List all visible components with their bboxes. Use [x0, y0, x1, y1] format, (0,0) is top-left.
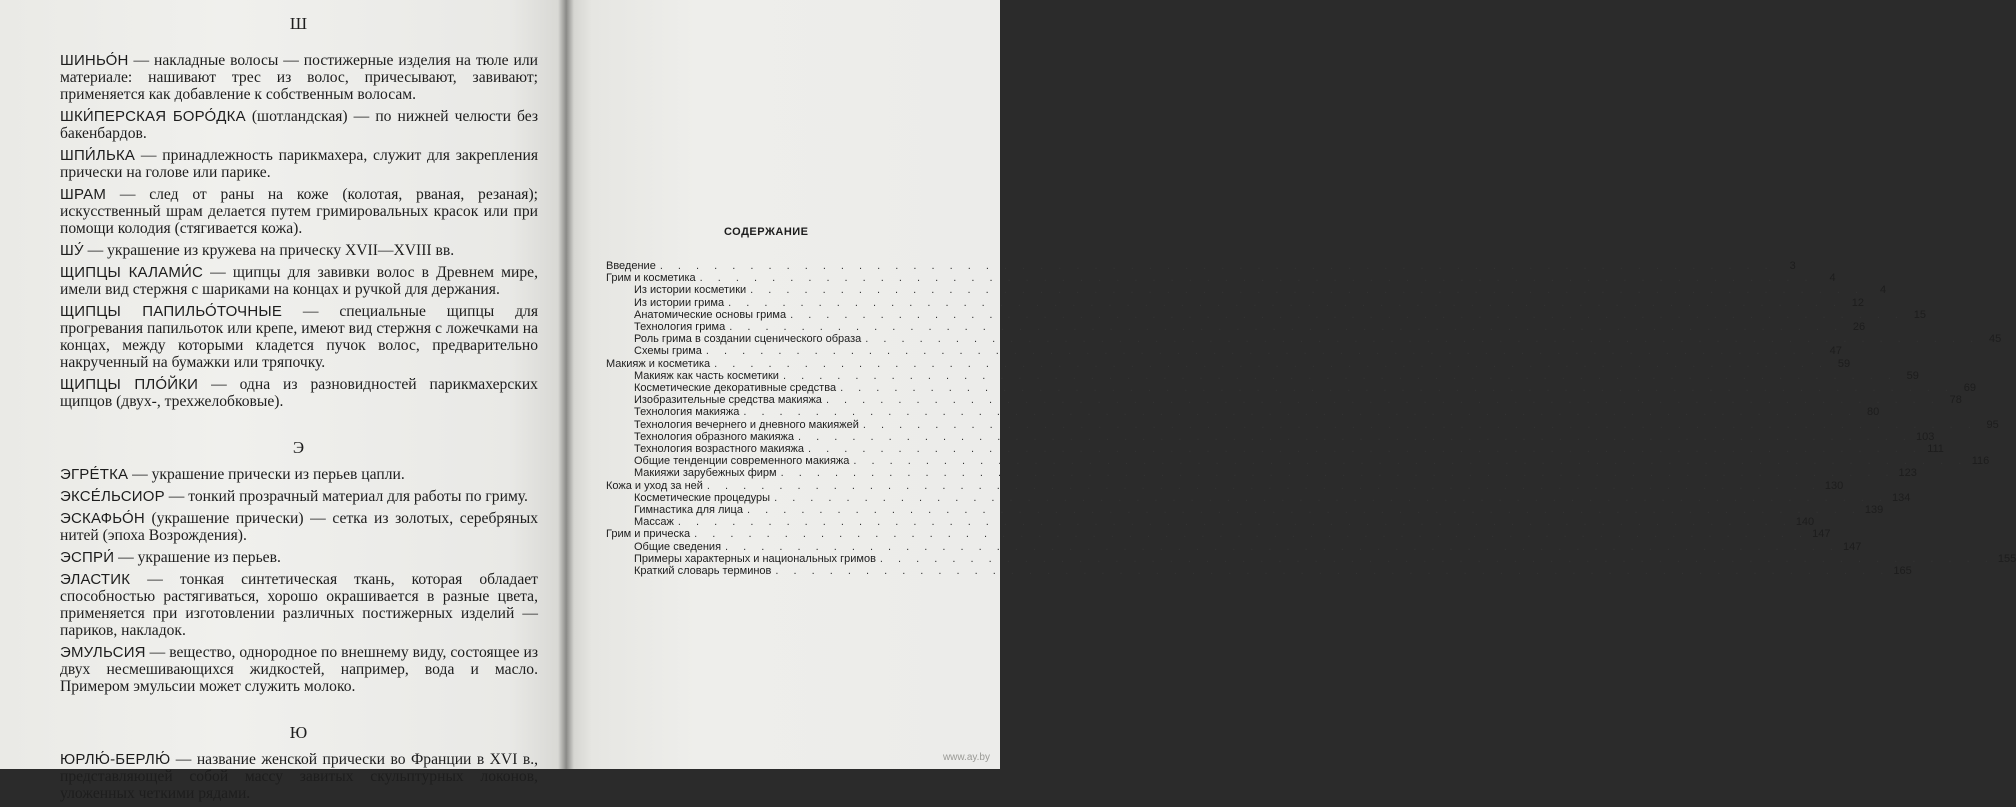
toc-entry-page: 165 [1893, 565, 1912, 578]
dictionary-entry [60, 510, 538, 544]
toc-dot-leader [774, 492, 1888, 504]
toc-dot-leader [700, 272, 1814, 284]
toc-entry [606, 308, 1926, 321]
letter-heading: Э [292, 438, 306, 457]
toc-dot-leader [694, 528, 1808, 540]
toc-entry-label: Массаж [634, 516, 674, 529]
toc-entry [606, 455, 1990, 468]
dictionary-entry [60, 751, 538, 802]
toc-entry-label: Гимнастика для лица [634, 504, 743, 517]
toc-entry-label: Общие тенденции современного макияжа [634, 455, 850, 468]
toc-dot-leader [783, 370, 1897, 382]
entry-definition: — щипцы для завивки волос в Древнем мире, имели вид стержня с шариками на концах и ручкой для держания. [60, 264, 538, 298]
dictionary-entry [60, 186, 538, 237]
dictionary-entry [60, 52, 538, 103]
toc-dot-leader [747, 504, 1861, 516]
entry-term: ШИНЬО́Н [60, 52, 129, 69]
entry-term: ЮРЛЮ́-БЕРЛЮ́ [60, 751, 171, 768]
toc-entry [606, 284, 1887, 297]
toc-entry [606, 565, 1912, 578]
book-gutter [558, 0, 574, 769]
toc-entry [606, 430, 1935, 443]
toc-entry [606, 272, 1836, 285]
toc-entry [606, 406, 1880, 419]
toc-entry-label: Косметические декоративные средства [634, 382, 837, 395]
entry-definition: — украшение из перьев. [114, 549, 281, 566]
toc-entry-page: 130 [1824, 479, 1844, 492]
dictionary-entry [60, 108, 538, 142]
toc-entry-page: 123 [1898, 467, 1917, 480]
entry-definition: — украшение прически из перьев цапли. [128, 466, 405, 483]
right-page [566, 0, 2016, 769]
entry-definition: — накладные волосы — постижерные изделия на тюле или материале: нашивают трес из волос, причесывают, завивают; применяется как добавление к собственным волосам. [60, 52, 538, 103]
toc-dot-leader [826, 394, 1940, 406]
toc-dot-leader [880, 553, 1994, 565]
toc-entry-page: 116 [1971, 455, 1990, 468]
toc-entry-label: Анатомические основы грима [634, 308, 787, 321]
toc-entry-label: Технология грима [634, 321, 726, 334]
toc-entry-label: Грим и косметика [606, 272, 696, 285]
entry-term: ШКИ́ПЕРСКАЯ БОРО́ДКА [60, 108, 246, 125]
toc-entry-label: Изобразительные средства макияжа [634, 394, 822, 407]
toc-entry-label: Технология макияжа [634, 406, 740, 419]
toc-entry [606, 467, 1917, 480]
toc-entry-page: 80 [1867, 406, 1880, 419]
toc-dot-leader [714, 358, 1828, 370]
toc-entry [606, 296, 1865, 309]
toc-entry-label: Из истории грима [634, 296, 725, 309]
toc-dot-leader [707, 480, 1821, 492]
toc-entry-label: Макияж как часть косметики [634, 369, 779, 382]
dictionary-entry [60, 549, 538, 566]
toc-entry-page: 4 [1879, 284, 1887, 297]
table-of-contents [606, 260, 2016, 578]
toc-entry [606, 552, 2016, 565]
entry-term: ЭКСЕ́ЛЬСИОР [60, 488, 165, 505]
dictionary-entry [60, 488, 538, 505]
dictionary-entry [60, 376, 538, 410]
entry-term: ЭГРЕ́ТКА [60, 466, 129, 483]
toc-dot-leader [863, 419, 1977, 431]
toc-dot-leader [781, 467, 1895, 479]
entry-definition: (шотландская) — по нижней челюсти без бакенбардов. [60, 108, 538, 142]
toc-entry [606, 394, 1962, 407]
toc-entry-page: 4 [1829, 272, 1836, 285]
toc-entry [606, 357, 1851, 370]
entry-term: ШУ́ [60, 242, 84, 259]
toc-entry-page: 3 [1789, 260, 1796, 272]
toc-entry [606, 504, 1884, 517]
toc-entry-label: Макияжи зарубежных фирм [634, 467, 777, 480]
toc-entry-page: 147 [1812, 528, 1831, 541]
toc-entry [606, 369, 1919, 382]
toc-dot-leader [750, 284, 1864, 296]
toc-dot-leader [790, 309, 1904, 321]
toc-entry-label: Примеры характерных и национальных гримов [634, 552, 876, 565]
toc-entry [606, 491, 1911, 504]
toc-entry [606, 528, 1831, 541]
dictionary-entry [60, 242, 538, 259]
toc-dot-leader [728, 297, 1842, 309]
dictionary-column [60, 14, 538, 807]
entry-definition: — след от раны на коже (колотая, рваная, резаная); искусственный шрам делается путем гримировальных красок или при помощи колодия (стягивается кожа). [60, 186, 538, 237]
entry-term: ЭМУЛЬСИЯ [60, 644, 146, 661]
entry-term: ЭСКАФЬО́Н [60, 510, 145, 527]
dictionary-entry [60, 466, 538, 483]
toc-entry-page: 103 [1915, 430, 1935, 443]
toc-entry-page: 147 [1842, 540, 1862, 553]
toc-dot-leader [706, 345, 1820, 357]
toc-dot-leader [840, 382, 1954, 394]
toc-entry-label: Технология образного макияжа [634, 430, 795, 443]
toc-entry-label: Грим и прическа [606, 528, 691, 541]
toc-entry [606, 418, 1999, 431]
toc-entry-page: 78 [1949, 394, 1962, 407]
toc-dot-leader [660, 260, 1774, 272]
toc-entry-page: 45 [1988, 333, 2002, 346]
toc-entry-page: 15 [1913, 308, 1926, 321]
dictionary-entry [60, 147, 538, 181]
toc-entry-label: Из истории косметики [634, 284, 747, 297]
toc-dot-leader [743, 406, 1857, 418]
entry-definition: — название женской прически во Франции в XVI в., представляющей собой массу завитых скульптурных локонов, уложенных четкими рядами. [60, 751, 538, 802]
entry-definition: — тонкий прозрачный материал для работы по гриму. [164, 488, 528, 505]
toc-entry-label: Макияж и косметика [606, 357, 711, 370]
toc-entry-label: Роль грима в создании сценического образа [634, 333, 862, 346]
entry-definition: — украшение из кружева на прическу XVII—XVIII вв. [83, 242, 455, 259]
toc-entry [606, 321, 1866, 334]
toc-entry-label: Введение [606, 260, 656, 272]
toc-dot-leader [865, 333, 1979, 345]
toc-entry [606, 333, 2002, 346]
toc-dot-leader [729, 321, 1843, 333]
entry-definition: (украшение прически) — сетка из золотых, серебряных нитей (эпоха Возрождения). [60, 510, 538, 544]
toc-entry-page: 111 [1927, 443, 1944, 456]
toc-entry-page: 12 [1851, 296, 1865, 309]
toc-entry-page: 139 [1864, 504, 1884, 517]
entry-definition: — специальные щипцы для прогревания папильоток или крепе, имеют вид стержня с ложечками на концах, между которыми кладется пучок волос, предварительно накрученный на бумажки или тряпочку. [60, 303, 538, 371]
dictionary-entry [60, 644, 538, 695]
dictionary-entry [60, 571, 538, 639]
entry-term: ЩИПЦЫ ПЛО́ЙКИ [60, 376, 199, 393]
entry-definition: — тонкая синтетическая ткань, которая обладает способностью растягиваться, хорошо окрашивается в разные цвета, применяется при изготовлении различных постижерных изделий — париков, накладок. [60, 571, 538, 639]
toc-entry-label: Схемы грима [634, 345, 702, 358]
dictionary-entry [60, 303, 538, 371]
toc-entry-page: 95 [1986, 418, 1999, 431]
toc-entry [606, 382, 1976, 395]
toc-entry [606, 345, 1842, 358]
contents-title: СОДЕРЖАНИЕ [724, 226, 809, 238]
toc-entry [606, 260, 1796, 272]
toc-dot-leader [853, 455, 1967, 467]
toc-entry-page: 155 [1997, 552, 2016, 565]
watermark: www.ay.by [942, 752, 990, 763]
toc-entry-page: 26 [1852, 321, 1866, 334]
entry-term: ШПИ́ЛЬКА [60, 147, 136, 164]
toc-dot-leader [808, 443, 1922, 455]
dictionary-entry [60, 264, 538, 298]
toc-entry [606, 479, 1844, 492]
toc-entry [606, 443, 1944, 456]
toc-dot-leader [775, 565, 1889, 577]
toc-entry-label: Краткий словарь терминов [634, 565, 772, 578]
entry-term: ЭЛАСТИК [60, 571, 131, 588]
toc-entry-page: 140 [1795, 516, 1815, 529]
toc-entry-page: 59 [1837, 357, 1851, 370]
left-page [0, 0, 566, 802]
toc-dot-leader [725, 541, 1839, 553]
entry-term: ШРАМ [60, 186, 107, 203]
entry-definition: — вещество, однородное по внешнему виду, состоящее из двух несмешивающихся жидкостей, например, вода и масло. Примером эмульсии может служить молоко. [60, 644, 538, 695]
toc-entry-label: Косметические процедуры [634, 491, 771, 504]
toc-entry-page: 59 [1906, 369, 1919, 382]
letter-heading: Ю [289, 723, 309, 742]
entry-term: ЩИПЦЫ КАЛАМИ́С [60, 264, 204, 281]
letter-heading: Ш [289, 14, 309, 33]
toc-entry-page: 69 [1963, 382, 1976, 395]
toc-entry-label: Технология возрастного макияжа [634, 443, 804, 456]
toc-entry [606, 540, 1862, 553]
toc-entry-label: Технология вечернего и дневного макияжей [634, 418, 859, 431]
toc-dot-leader [678, 516, 1792, 528]
toc-entry-label: Общие сведения [634, 540, 722, 553]
entry-term: ЩИПЦЫ ПАПИЛЬО́ТОЧНЫЕ [60, 303, 283, 320]
toc-entry [606, 516, 1815, 529]
toc-dot-leader [798, 431, 1912, 443]
toc-entry-label: Кожа и уход за ней [606, 479, 703, 492]
toc-entry-page: 47 [1829, 345, 1842, 358]
entry-definition: — принадлежность парикмахера, служит для закрепления прически на голове или парике. [60, 147, 538, 181]
toc-entry-page: 134 [1892, 491, 1911, 504]
entry-term: ЭСПРИ́ [60, 549, 115, 566]
entry-definition: — одна из разновидностей парикмахерских щипцов (двух-, трехжелобковые). [60, 376, 538, 410]
